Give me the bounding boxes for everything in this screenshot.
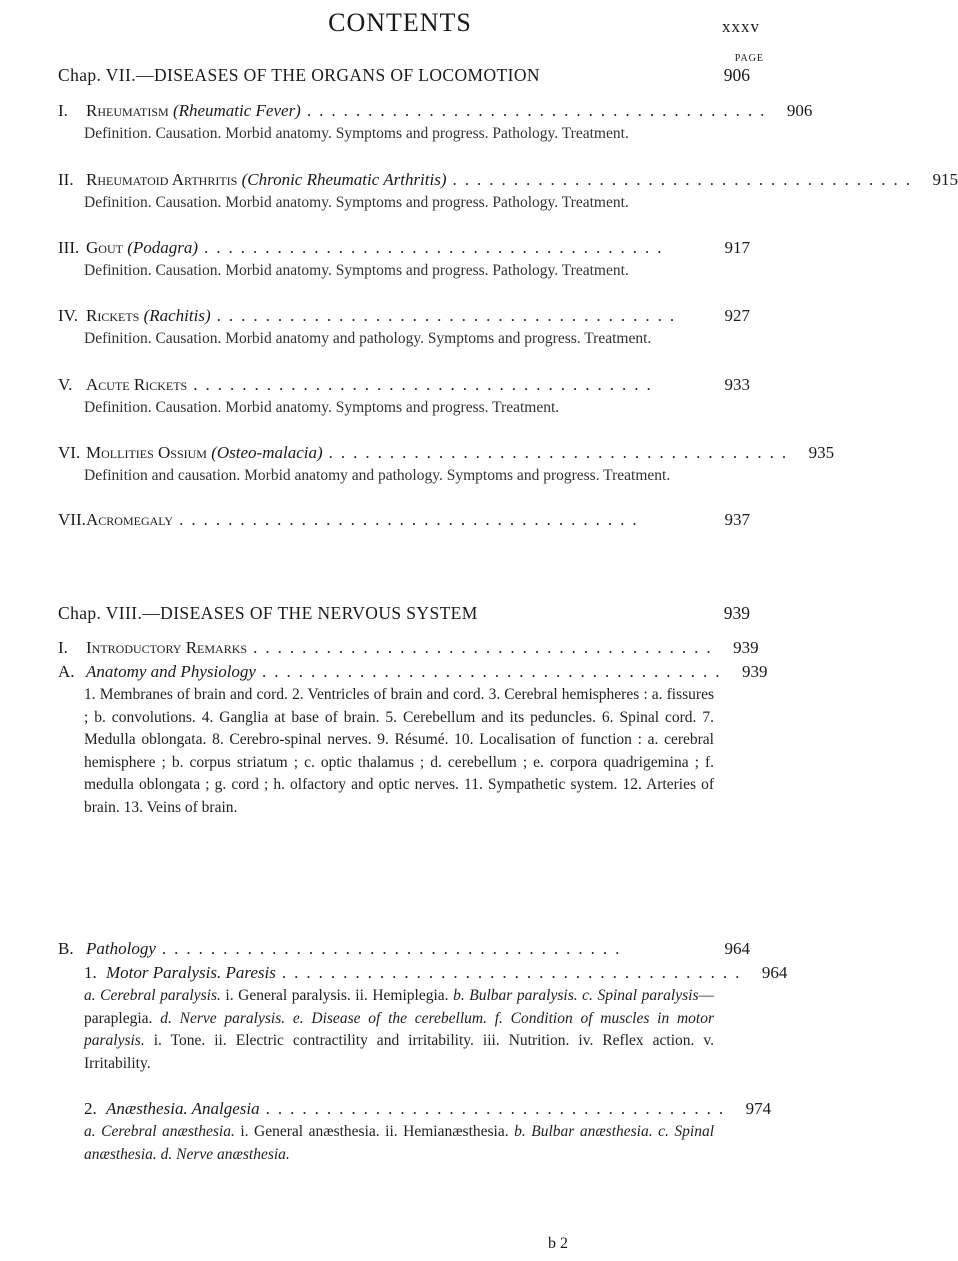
entry-number: III. — [58, 238, 80, 257]
entry-page: 939 — [741, 662, 768, 681]
entry-description: Definition. Causation. Morbid anatomy and pathology. Symptoms and progress. Treatment. — [84, 330, 652, 347]
entry-title: Rheumatoid Arthritis — [86, 170, 238, 189]
entry-page: 927 — [724, 306, 750, 325]
entry-page: 933 — [724, 375, 750, 394]
chapter-heading-vii[interactable] — [58, 65, 750, 86]
entry-title: Acute Rickets — [86, 375, 188, 394]
entry-title: Gout — [86, 238, 123, 257]
entry-number: I. — [58, 101, 68, 120]
entry-subtitle: (Rachitis) — [143, 306, 211, 325]
dot-leader: ...................................... — [161, 939, 628, 958]
chapter-title: Chap. VIII.—DISEASES OF THE NERVOUS SYSTEM — [58, 603, 478, 623]
entry-description: Definition. Causation. Morbid anatomy. Symptoms and progress. Treatment. — [84, 399, 560, 416]
dot-leader: ...................................... — [328, 443, 795, 462]
toc-entry-gout[interactable] — [58, 238, 750, 282]
toc-entry-introductory-remarks[interactable] — [58, 638, 759, 660]
entry-title: Motor Paralysis. Paresis — [106, 963, 276, 982]
toc-entry-anatomy-physiology[interactable] — [58, 662, 768, 819]
running-head-title: CONTENTS — [328, 8, 472, 37]
entry-number: V. — [58, 375, 73, 394]
entry-number: IV. — [58, 306, 78, 325]
entry-page: 915 — [932, 170, 958, 189]
toc-entry-rickets[interactable] — [58, 306, 750, 350]
toc-entry-rheumatoid-arthritis[interactable] — [58, 170, 958, 214]
entry-subtitle: (Osteo-malacia) — [211, 443, 323, 462]
entry-description: Definition. Causation. Morbid anatomy. Symptoms and progress. Pathology. Treatment. — [84, 262, 629, 279]
entry-page: 964 — [761, 963, 788, 982]
entry-number: II. — [58, 170, 74, 189]
entry-description: Definition. Causation. Morbid anatomy. Symptoms and progress. Pathology. Treatment. — [84, 194, 629, 211]
entry-title: Mollities Ossium — [86, 443, 207, 462]
entry-description: 1. Membranes of brain and cord. 2. Ventricles of brain and cord. 3. Cerebral hemispheres : a. fissures ; b. convolutions. 4. Ganglia at base of brain. 5. Cerebellum and its peduncles. 6. Spinal cord. 7. Medulla oblongata. 8. Cerebro-spinal nerves. 9. Résumé. 10. Localisation of function : a. cerebral hemisphere ; b. corpus striatum ; c. optic thalamus ; d. cerebellum ; e. corpora quadrigemina ; f. medulla oblongata ; g. cord ; h. olfactory and optic nerves. 11. Sympathetic system. 12. Arteries of brain. 13. Veins of brain. — [84, 686, 714, 816]
entry-number: 1. — [84, 963, 97, 982]
entry-subtitle: (Rheumatic Fever) — [172, 101, 301, 120]
toc-entry-mollities-ossium[interactable] — [58, 443, 835, 487]
entry-page: 964 — [724, 939, 750, 958]
entry-number: A. — [58, 662, 75, 681]
entry-number: VI. — [58, 443, 81, 462]
chapter-page: 906 — [723, 65, 750, 85]
toc-entry-acromegaly[interactable] — [58, 510, 750, 532]
page-number-roman: xxxv — [722, 17, 760, 36]
dot-leader: ...................................... — [261, 662, 728, 681]
entry-title: Introductory Remarks — [86, 638, 248, 657]
toc-entry-rheumatism[interactable] — [58, 101, 813, 145]
dot-leader: ...................................... — [281, 963, 748, 982]
dot-leader: ...................................... — [452, 170, 919, 189]
dot-leader: ...................................... — [179, 510, 645, 529]
toc-entry-anaesthesia[interactable] — [58, 1099, 772, 1166]
toc-entry-acute-rickets[interactable] — [58, 375, 750, 419]
entry-title: Rickets — [86, 306, 140, 325]
entry-number: 2. — [84, 1099, 97, 1118]
entry-title: Pathology — [86, 939, 156, 958]
entry-description: a. Cerebral paralysis. i. General paralysis. ii. Hemiplegia. b. Bulbar paralysis. c. Spinal paralysis—paraplegia. d. Nerve paralysis. e. Disease of the cerebellum. f. Condition of muscles in motor paralysis. i. Tone. ii. Electric contractility and irritability. iii. Nutrition. iv. Reflex action. v. Irritability. — [84, 987, 715, 1072]
dot-leader: ...................................... — [193, 375, 659, 394]
entry-title: Anæsthesia. Analgesia — [106, 1099, 260, 1118]
dot-leader: ...................................... — [253, 638, 719, 657]
entry-number: B. — [58, 939, 74, 958]
entry-page: 917 — [724, 238, 750, 257]
entry-description: Definition. Causation. Morbid anatomy. Symptoms and progress. Pathology. Treatment. — [84, 125, 629, 142]
dot-leader: ...................................... — [204, 238, 670, 257]
entry-page: 937 — [724, 510, 750, 529]
entry-page: 906 — [786, 101, 813, 120]
page-column-label: PAGE — [734, 53, 764, 64]
entry-title: Anatomy and Physiology — [86, 662, 256, 681]
chapter-heading-viii[interactable] — [58, 603, 750, 624]
entry-page: 935 — [808, 443, 835, 462]
dot-leader: ...................................... — [265, 1099, 732, 1118]
signature-mark: b 2 — [548, 1235, 568, 1252]
entry-subtitle: (Podagra) — [127, 238, 199, 257]
entry-page: 939 — [733, 638, 759, 657]
dot-leader: ...................................... — [216, 306, 683, 325]
entry-title: Acromegaly — [86, 510, 174, 529]
entry-subtitle: (Chronic Rheumatic Arthritis) — [241, 170, 447, 189]
entry-page: 974 — [745, 1099, 772, 1118]
dot-leader: ...................................... — [306, 101, 773, 120]
entry-description: Definition and causation. Morbid anatomy and pathology. Symptoms and progress. Treatment. — [84, 467, 671, 484]
toc-entry-pathology[interactable] — [58, 939, 750, 961]
chapter-page: 939 — [723, 603, 750, 623]
entry-number: I. — [58, 638, 68, 657]
chapter-title: Chap. VII.—DISEASES OF THE ORGANS OF LOCOMOTION — [58, 65, 540, 85]
entry-description: a. Cerebral anæsthesia. i. General anæsthesia. ii. Hemianæsthesia. b. Bulbar anæsthesia. c. Spinal anæsthesia. d. Nerve anæsthesia. — [84, 1123, 714, 1163]
toc-entry-motor-paralysis[interactable] — [58, 963, 788, 1075]
entry-title: Rheumatism — [86, 101, 169, 120]
entry-number: VII. — [58, 510, 86, 529]
